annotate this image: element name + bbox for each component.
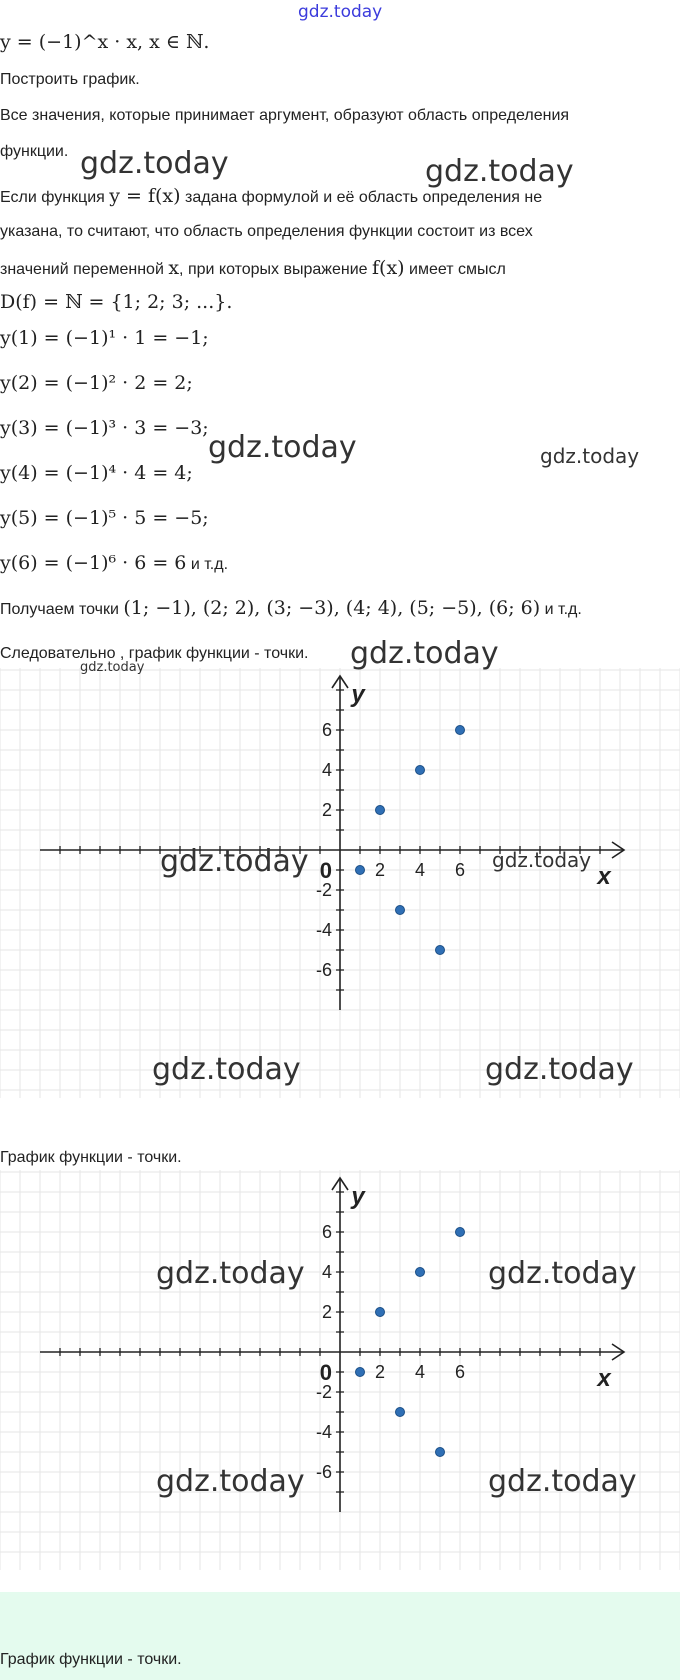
scatter-chart-1 [0, 668, 680, 1098]
watermark-top: gdz.today [298, 2, 383, 22]
watermark-2: gdz.today [425, 154, 574, 189]
value-y1: y(1) = (−1)¹ · 1 = −1; [0, 327, 209, 349]
paragraph-2-line-3 [0, 258, 506, 280]
x-tick-label: 4 [414, 860, 426, 880]
x-axis-label: x [597, 1365, 611, 1392]
paragraph-2-line-1 [0, 186, 542, 208]
conclusion-3: График функции - точки. [0, 1651, 182, 1668]
data-point [396, 1408, 405, 1417]
y-tick-label: 2 [321, 1302, 332, 1322]
y-tick-label: -2 [315, 1382, 332, 1402]
x-tick-label: 2 [374, 860, 386, 880]
p2-text-end: задана формулой и её область определения не [180, 189, 543, 206]
y-tick-label: 4 [321, 1262, 332, 1282]
scatter-chart-2 [0, 1170, 680, 1570]
data-point [456, 1228, 465, 1237]
data-point [376, 1308, 385, 1317]
value-y2: y(2) = (−1)² · 2 = 2; [0, 372, 193, 394]
task-text: Построить график. [0, 71, 140, 88]
x-tick-label: 4 [414, 1362, 426, 1382]
y-tick-label: -4 [315, 920, 332, 940]
watermark-9: gdz.today [152, 1052, 301, 1087]
y-tick-label: -6 [315, 960, 332, 980]
y-tick-label: -4 [315, 1422, 332, 1442]
y-axis-label: y [351, 1183, 365, 1210]
y-tick-label: 6 [321, 720, 332, 740]
watermark-12: gdz.today [488, 1256, 637, 1291]
origin-label: 0 [319, 1360, 332, 1385]
watermark-11: gdz.today [156, 1256, 305, 1291]
data-point [376, 806, 385, 815]
x-tick-label: 2 [374, 1362, 386, 1382]
y-tick-label: 6 [321, 1222, 332, 1242]
data-point [396, 906, 405, 915]
points-text: Получаем точки [0, 601, 124, 618]
paragraph-1-line-1: Все значения, которые принимает аргумент, образуют область определения [0, 107, 570, 124]
p2-math-fx: y = f(x) [109, 185, 181, 207]
origin-label: 0 [319, 858, 332, 883]
p2c-text-start: значений переменной [0, 261, 169, 278]
conclusion-1: Следовательно , график функции - точки. [0, 645, 309, 662]
watermark-13: gdz.today [156, 1464, 305, 1499]
points-list: (1; −1), (2; 2), (3; −3), (4; 4), (5; −5), (6; 6) [123, 597, 541, 619]
data-point [416, 1268, 425, 1277]
domain-formula: D(f) = ℕ = {1; 2; 3; ...}. [0, 291, 233, 313]
points-etc: и т.д. [540, 601, 582, 618]
y-tick-label: 2 [321, 800, 332, 820]
points-line [0, 598, 582, 620]
value-y6-etc: и т.д. [186, 556, 229, 573]
watermark-8: gdz.today [492, 848, 592, 872]
x-axis-label: x [597, 863, 611, 890]
paragraph-2-line-2: указана, то считают, что область определения функции состоит из всех [0, 223, 533, 240]
watermark-3: gdz.today [208, 430, 357, 465]
p2c-text-end: имеет смысл [404, 261, 506, 278]
watermark-5: gdz.today [350, 636, 499, 671]
p2-text-start: Если функция [0, 189, 110, 206]
data-point [436, 946, 445, 955]
data-point [416, 766, 425, 775]
p2c-text-mid: , при которых выражение [179, 261, 373, 278]
watermark-6: gdz.today [80, 660, 145, 675]
watermark-10: gdz.today [485, 1052, 634, 1087]
function-formula: y = (−1)^x · x, x ∈ ℕ. [0, 31, 210, 53]
y-tick-label: -6 [315, 1462, 332, 1482]
data-point [436, 1448, 445, 1457]
value-y6-line [0, 553, 228, 575]
x-tick-label: 6 [454, 1362, 466, 1382]
y-tick-label: 4 [321, 760, 332, 780]
p2c-math-x: x [168, 257, 180, 279]
paragraph-1-line-2: функции. [0, 143, 69, 160]
watermark-14: gdz.today [488, 1464, 637, 1499]
conclusion-2: График функции - точки. [0, 1149, 182, 1166]
data-point [356, 866, 365, 875]
data-point [356, 1368, 365, 1377]
p2c-math-fx: f(x) [372, 257, 405, 279]
value-y5: y(5) = (−1)⁵ · 5 = −5; [0, 507, 209, 529]
x-tick-label: 6 [454, 860, 466, 880]
watermark-1: gdz.today [80, 146, 229, 181]
value-y6: y(6) = (−1)⁶ · 6 = 6 [0, 552, 187, 574]
watermark-7: gdz.today [160, 844, 309, 879]
watermark-4: gdz.today [540, 444, 640, 468]
value-y3: y(3) = (−1)³ · 3 = −3; [0, 417, 209, 439]
data-point [456, 726, 465, 735]
y-axis-label: y [351, 681, 365, 708]
y-tick-label: -2 [315, 880, 332, 900]
value-y4: y(4) = (−1)⁴ · 4 = 4; [0, 462, 193, 484]
